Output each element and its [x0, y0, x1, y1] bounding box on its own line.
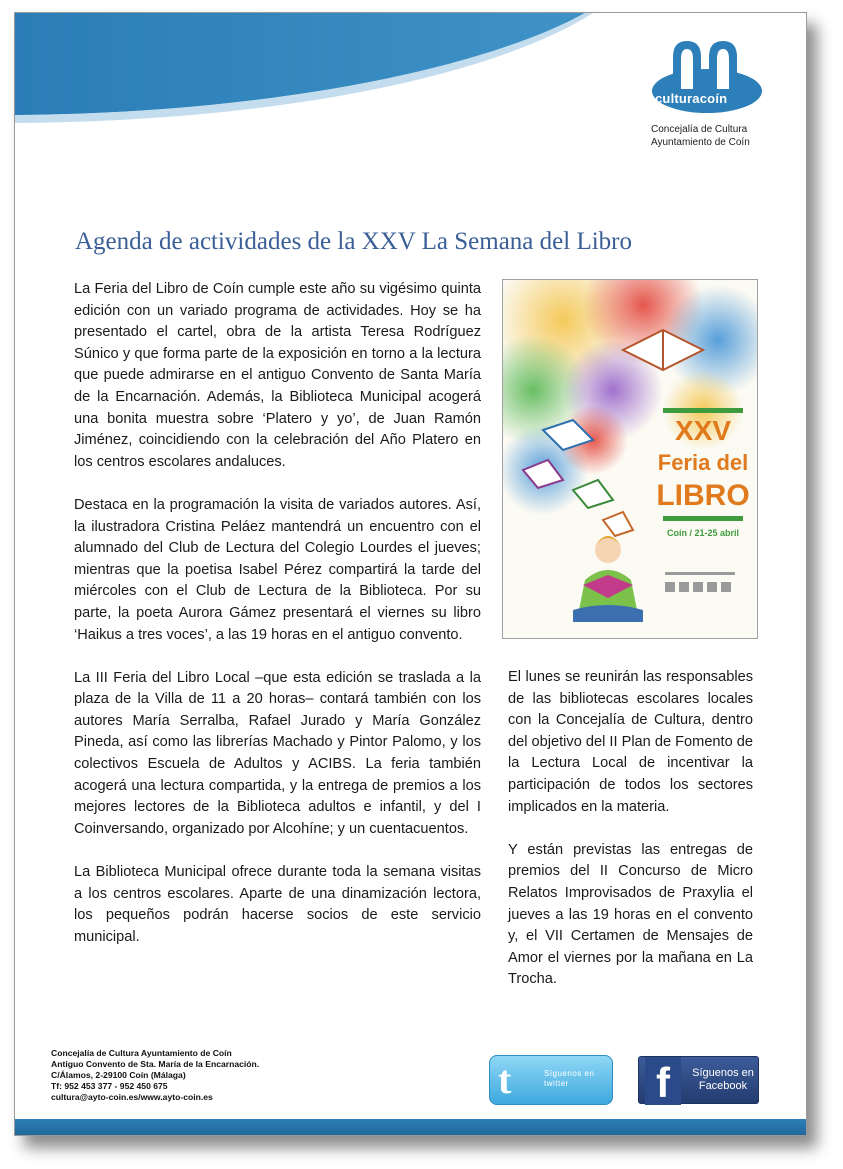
facebook-label: Síguenos en Facebook	[692, 1067, 754, 1092]
poster-illustration	[503, 280, 758, 639]
left-column	[74, 279, 481, 970]
department-line-1: Concejalía de Cultura	[651, 124, 748, 135]
department-line-2: Ayuntamiento de Coín	[651, 137, 750, 148]
facebook-follow-button[interactable]	[638, 1056, 759, 1104]
right-column	[508, 667, 753, 1013]
poster-edition: XXV	[674, 415, 732, 446]
paragraph-5: El lunes se reunirán las responsables de las bibliotecas escolares locales con la Concejalía de Cultura, dentro del objetivo del II Plan de Fomento de la Lectura Local de incentivar la participación de todos los sectores implicados en la materia.	[508, 669, 754, 815]
address-line: Antiguo Convento de Sta. María de la Encarnación.	[51, 1059, 260, 1069]
paragraph-3: La III Feria del Libro Local –que esta edición se traslada a la plaza de la Villa de 11 a 20 horas– contará también con los autores María Serralba, Rafael Jurado y María González Pineda, así como las librerías Machado y Pintor Palomo, y los colectivos Escuela de Adultos y ACIBS. La feria también acogerá una lectura compartida, y la entrega de premios a los mejores lectores de la Biblioteca adultos e infantil, y del I Coinversando, organizado por Alcohíne; y un cuentacuentos.	[74, 669, 481, 837]
address-line: Concejalía de Cultura Ayuntamiento de Coín	[51, 1048, 232, 1058]
department-name	[651, 123, 750, 149]
facebook-icon: f	[645, 1057, 681, 1105]
poster-dates: Coín / 21-25 abril	[666, 528, 740, 538]
logo-wordmark: culturacoín	[655, 91, 728, 106]
book-fair-poster	[502, 279, 758, 639]
contact-address	[51, 1048, 259, 1103]
paragraph-2: Destaca en la programación la visita de variados autores. Así, la ilustradora Cristina Peláez mantendrá un encuentro con el alumnado del Club de Lectura del Colegio Lourdes el jueves; mientras que la poetisa Isabel Pérez compartirá la tarde del miércoles con el Club de Lectura de la Biblioteca. Por su parte, la poeta Aurora Gámez presentará el viernes su libro ‘Haikus a tres voces’, a las 19 horas en el antiguo convento.	[74, 496, 481, 643]
twitter-icon: t	[498, 1057, 512, 1102]
poster-book: LIBRO	[656, 479, 750, 512]
twitter-label: Síguenos en twitter	[544, 1069, 595, 1088]
address-line: Tf: 952 453 377 - 952 450 675	[51, 1081, 168, 1091]
document-page	[14, 12, 807, 1136]
paragraph-6: Y están previstas las entregas de premios del II Concurso de Micro Relatos Improvisados de Praxylia el jueves a las 19 horas en el convento y, el VII Certamen de Mensajes de Amor el viernes por la mañana en La Trocha.	[508, 841, 753, 988]
twitter-follow-button[interactable]	[489, 1055, 613, 1105]
footer-bar	[15, 1119, 807, 1136]
address-line: cultura@ayto-coin.es/www.ayto-coin.es	[51, 1092, 213, 1102]
paragraph-4: La Biblioteca Municipal ofrece durante toda la semana visitas a los centros escolares. Aparte de una dinamización lectora, los pequeños podrán hacerse socios de este servicio municipal.	[74, 864, 481, 945]
paragraph-1: La Feria del Libro de Coín cumple este año su vigésimo quinta edición con un variado programa de actividades. Hoy se ha presentado el cartel, obra de la artista Teresa Rodríguez Súnico y que forma parte de la exposición en torno a la lectura que puede admirarse en el antiguo Convento de Santa María de la Encarnación. Además, la Biblioteca Municipal acogerá una bonita muestra sobre ‘Platero y yo’, de Juan Ramón Jiménez, coincidiendo con la celebración del Año Platero en los centros escolares andaluces.	[74, 281, 481, 470]
poster-fair: Feria del	[657, 450, 749, 475]
article-title: Agenda de actividades de la XXV La Semana del Libro	[75, 228, 632, 255]
address-line: C/Álamos, 2-29100 Coín (Málaga)	[51, 1070, 186, 1080]
